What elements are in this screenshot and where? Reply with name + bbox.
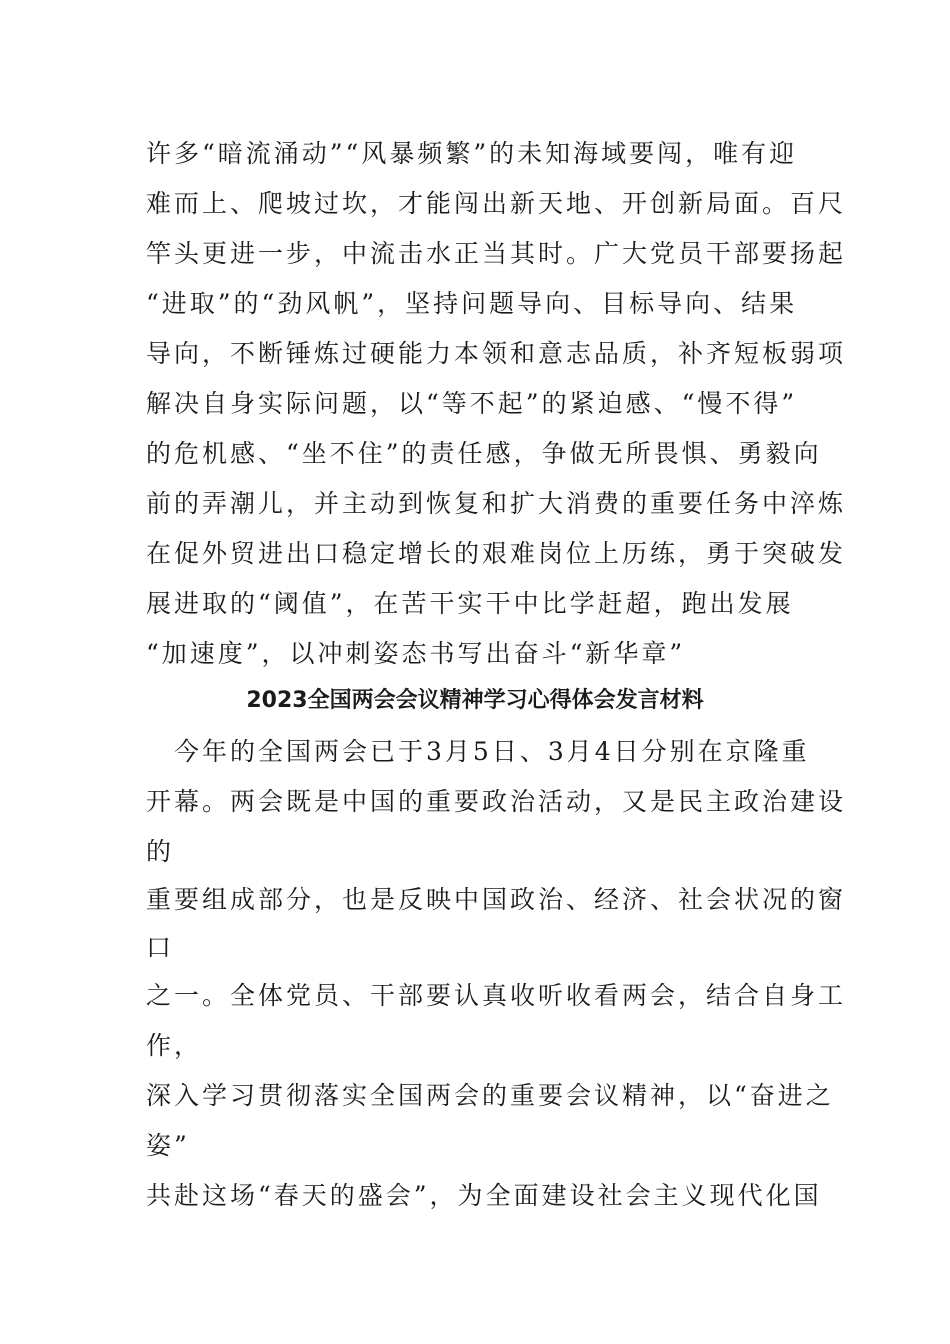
body-text-line: 姿” <box>146 1131 190 1160</box>
body-text-line: 口 <box>146 933 175 962</box>
body-text-line: 共赴这场“春天的盛会”，为全面建设社会主义现代化国 <box>146 1181 822 1210</box>
body-text-line: 开幕。两会既是中国的重要政治活动，又是民主政治建设 <box>146 787 847 816</box>
body-text-line: 竿头更进一步，中流击水正当其时。广大党员干部要扬起 <box>146 239 847 268</box>
body-text-line: 导向，不断锤炼过硬能力本领和意志品质，补齐短板弱项 <box>146 339 847 368</box>
body-text-line: 的 <box>146 837 175 866</box>
body-text-line: 深入学习贯彻落实全国两会的重要会议精神，以“奋进之 <box>146 1081 834 1110</box>
body-text-line: 展进取的“阈值”，在苦干实干中比学赶超，跑出发展 <box>146 589 794 618</box>
body-text-line: “加速度”，以冲刺姿态书写出奋斗“新华章” <box>146 639 686 668</box>
body-text-line: 今年的全国两会已于3月5日、3月4日分别在京隆重 <box>146 737 810 766</box>
body-text-line: 之一。全体党员、干部要认真收听收看两会，结合自身工 <box>146 981 847 1010</box>
body-text-line: 解决自身实际问题，以“等不起”的紧迫感、“慢不得” <box>146 389 798 418</box>
body-text-line: 重要组成部分，也是反映中国政治、经济、社会状况的窗 <box>146 885 847 914</box>
body-text-line: 作， <box>146 1031 203 1060</box>
body-text-line: “进取”的“劲风帆”，坚持问题导向、目标导向、结果 <box>146 289 798 318</box>
section-heading: 2023全国两会会议精神学习心得体会发言材料 <box>246 688 704 713</box>
body-text-line: 在促外贸进出口稳定增长的艰难岗位上历练，勇于突破发 <box>146 539 847 568</box>
body-text-line: 许多“暗流涌动”“风暴频繁”的未知海域要闯，唯有迎 <box>146 139 798 168</box>
body-text-line: 前的弄潮儿，并主动到恢复和扩大消费的重要任务中淬炼 <box>146 489 847 518</box>
body-text-line: 的危机感、“坐不住”的责任感，争做无所畏惧、勇毅向 <box>146 439 822 468</box>
body-text-line: 难而上、爬坡过坎，才能闯出新天地、开创新局面。百尺 <box>146 189 847 218</box>
